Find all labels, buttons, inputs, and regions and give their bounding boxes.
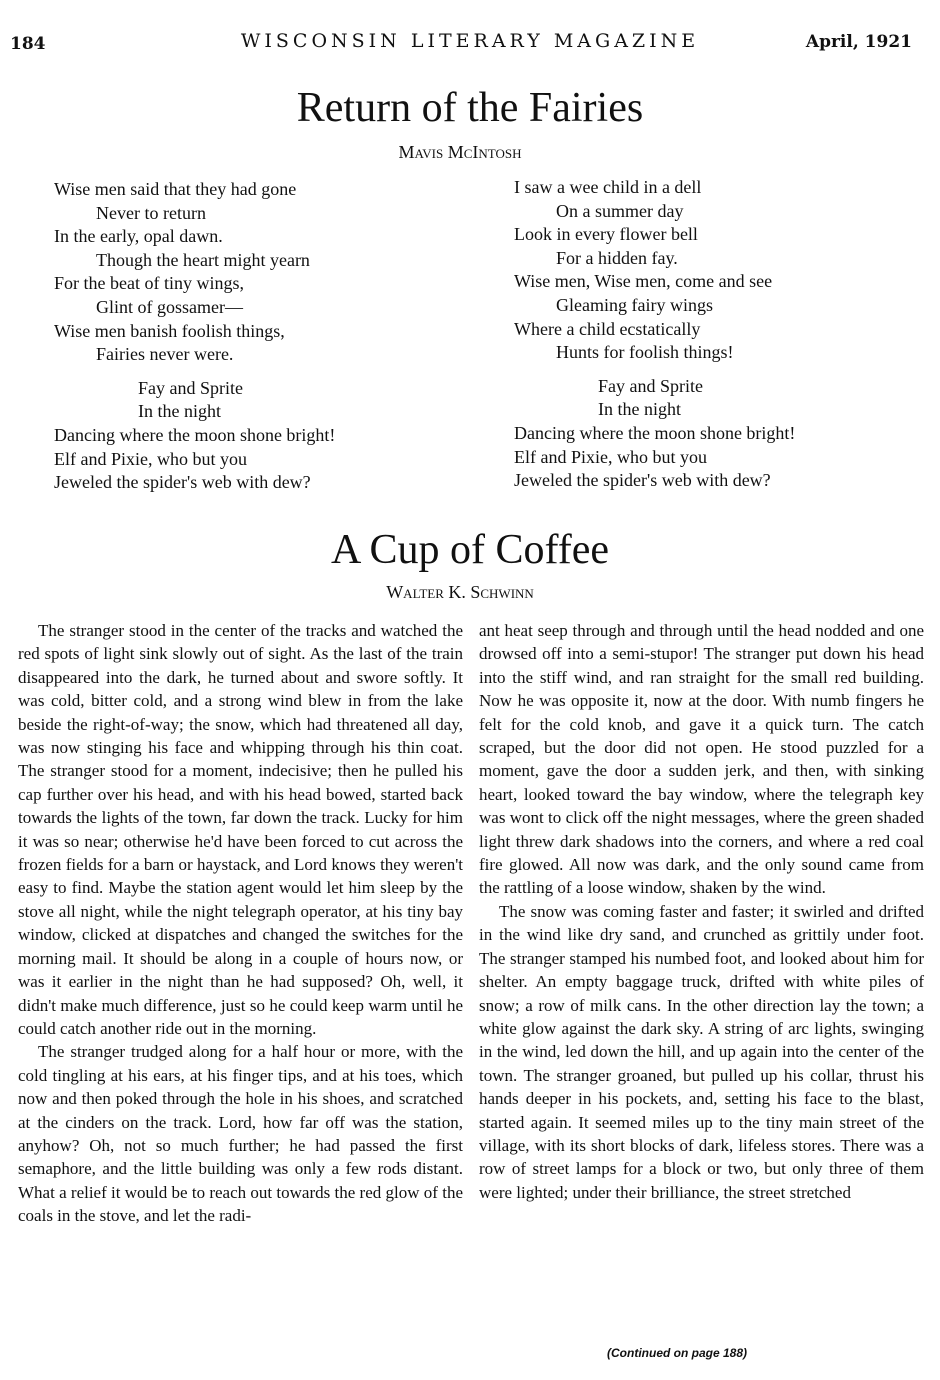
story-paragraph: The snow was coming faster and faster; it swirled and drifted in the wind like dry sand, and crunched as grittily under foot. The stranger stamped his numbed foot, and looked about him for shelter. An empty baggage truck, drifted with white piles of snow; a row of milk cans. In the other direction lay the town; a white glow against the dark sky. A string of arc lights, swinging in the wind, led down the hill, and up again into the center of the town. The stranger groaned, but pulled up his collar, thrust his hands deeper in his pockets, and, setting his face to the blast, started again. It seemed miles up to the tiny main street of the village, with its short blocks of dark, lifeless stores. There was a row of street lamps for a block or two, but only three of them were lighted; under their brilliance, the street stretched: [479, 901, 924, 1202]
story-left-column: [18, 619, 463, 1228]
story-right-column: [479, 619, 924, 1204]
poem-title: Return of the Fairies: [296, 85, 644, 131]
magazine-title: WISCONSIN LITERARY MAGAZINE: [240, 30, 700, 52]
poem-right-column: [514, 176, 795, 493]
poem-line: Gleaming fairy wings: [556, 294, 713, 315]
poem-left-column: [54, 178, 335, 495]
page-header: [0, 30, 940, 54]
poem-line: Glint of gossamer—: [96, 296, 243, 317]
poem-line: For the beat of tiny wings,: [54, 273, 244, 294]
refrain-line: Jeweled the spider's web with dew?: [54, 472, 311, 493]
refrain-line: Fay and Sprite: [138, 377, 243, 398]
refrain-line: Dancing where the moon shone bright!: [514, 422, 796, 443]
poem-line: In the early, opal dawn.: [54, 226, 223, 247]
refrain-line: Elf and Pixie, who but you: [54, 448, 247, 469]
refrain-line: Fay and Sprite: [598, 375, 703, 396]
story-title: A Cup of Coffee: [330, 527, 610, 573]
story-paragraph: The stranger trudged along for a half hour or more, with the cold tingling at his ears, at his finger tips, and at his toes, which now and then poked through the hole in his shoes, and scratched at the cinders on the track. Lord, how far off was the station, anyhow? Oh, not so much further; he had passed the first semaphore, and the little building was only a few rods distant. What a relief it would be to reach out towards the red glow of the coals in the stove, and let the radi-: [18, 1042, 463, 1226]
poem-line: For a hidden fay.: [556, 247, 678, 268]
poem-line: Fairies never were.: [96, 344, 234, 365]
refrain-line: In the night: [598, 399, 681, 420]
refrain-line: Elf and Pixie, who but you: [514, 446, 707, 467]
poem-line: Wise men banish foolish things,: [54, 320, 285, 341]
refrain-line: Dancing where the moon shone bright!: [54, 424, 336, 445]
poem-line: Though the heart might yearn: [96, 249, 310, 270]
page-number: 184: [10, 34, 46, 54]
story-author: Walter K. Schwinn: [386, 582, 534, 602]
story-paragraph: The stranger stood in the center of the tracks and watched the red spots of light sink slowly out of sight. As the last of the train disappeared into the dark, he turned about and swore softly. It was cold, bitter cold, and a strong wind blew in from the lake beside the right-of-way; the snow, which had threatened all day, was now stinging his face and whipping through his thin coat. The stranger stood for a moment, indecisive; then he pulled his cap further over his head, and with his head bowed, started back towards the lights of the town, far down the track. Lucky for him it was so near; otherwise he'd have been forced to cut across the frozen fields for a barn or haystack, and Lord knows they weren't easy to find. Maybe the station agent would let him sleep by the stove all night, while the night telegraph operator, at his tiny bay window, clicked at dispatches and changed the switches for the morning mail. It should be along in a couple of hours now, or was it earlier in the night than he had supposed? Oh, well, it didn't make much difference, just so he could keep warm until he could catch another ride out in the morning.: [18, 621, 463, 1038]
refrain-line: In the night: [138, 401, 221, 422]
poem-line: Look in every flower bell: [514, 224, 698, 245]
poem-line: Wise men said that they had gone: [54, 179, 297, 199]
poem-line: Wise men, Wise men, come and see: [514, 271, 773, 292]
refrain-line: Jeweled the spider's web with dew?: [514, 470, 771, 491]
poem-line: Never to return: [96, 202, 206, 223]
poem-line: On a summer day: [556, 200, 684, 221]
poem-line: Where a child ecstatically: [514, 318, 701, 339]
poem-author: Mavis McIntosh: [398, 142, 522, 162]
poem-line: I saw a wee child in a dell: [514, 177, 702, 197]
issue-date: April, 1921: [805, 32, 912, 52]
continued-note: (Continued on page 188): [607, 1346, 748, 1360]
poem-line: Hunts for foolish things!: [556, 342, 734, 363]
story-paragraph: ant heat seep through and through until the head nodded and one drowsed off into a semi-stupor! The stranger put down his head into the stiff wind, and ran straight for the small red building. Now he was opposite it, now at the door. With numb fingers he felt for the cold knob, and gave it a quick turn. The catch scraped, but the door did not open. He stood puzzled for a moment, gave the door a sudden jerk, and then, with sinking heart, looked toward the bay window, where the telegraph key was wont to click off the night messages, where the green shaded light threw dark shadows into the corners, and where a red coal fire glowed. All now was dark, and the only sound came from the rattling of a loose window, shaken by the wind.: [479, 621, 924, 898]
